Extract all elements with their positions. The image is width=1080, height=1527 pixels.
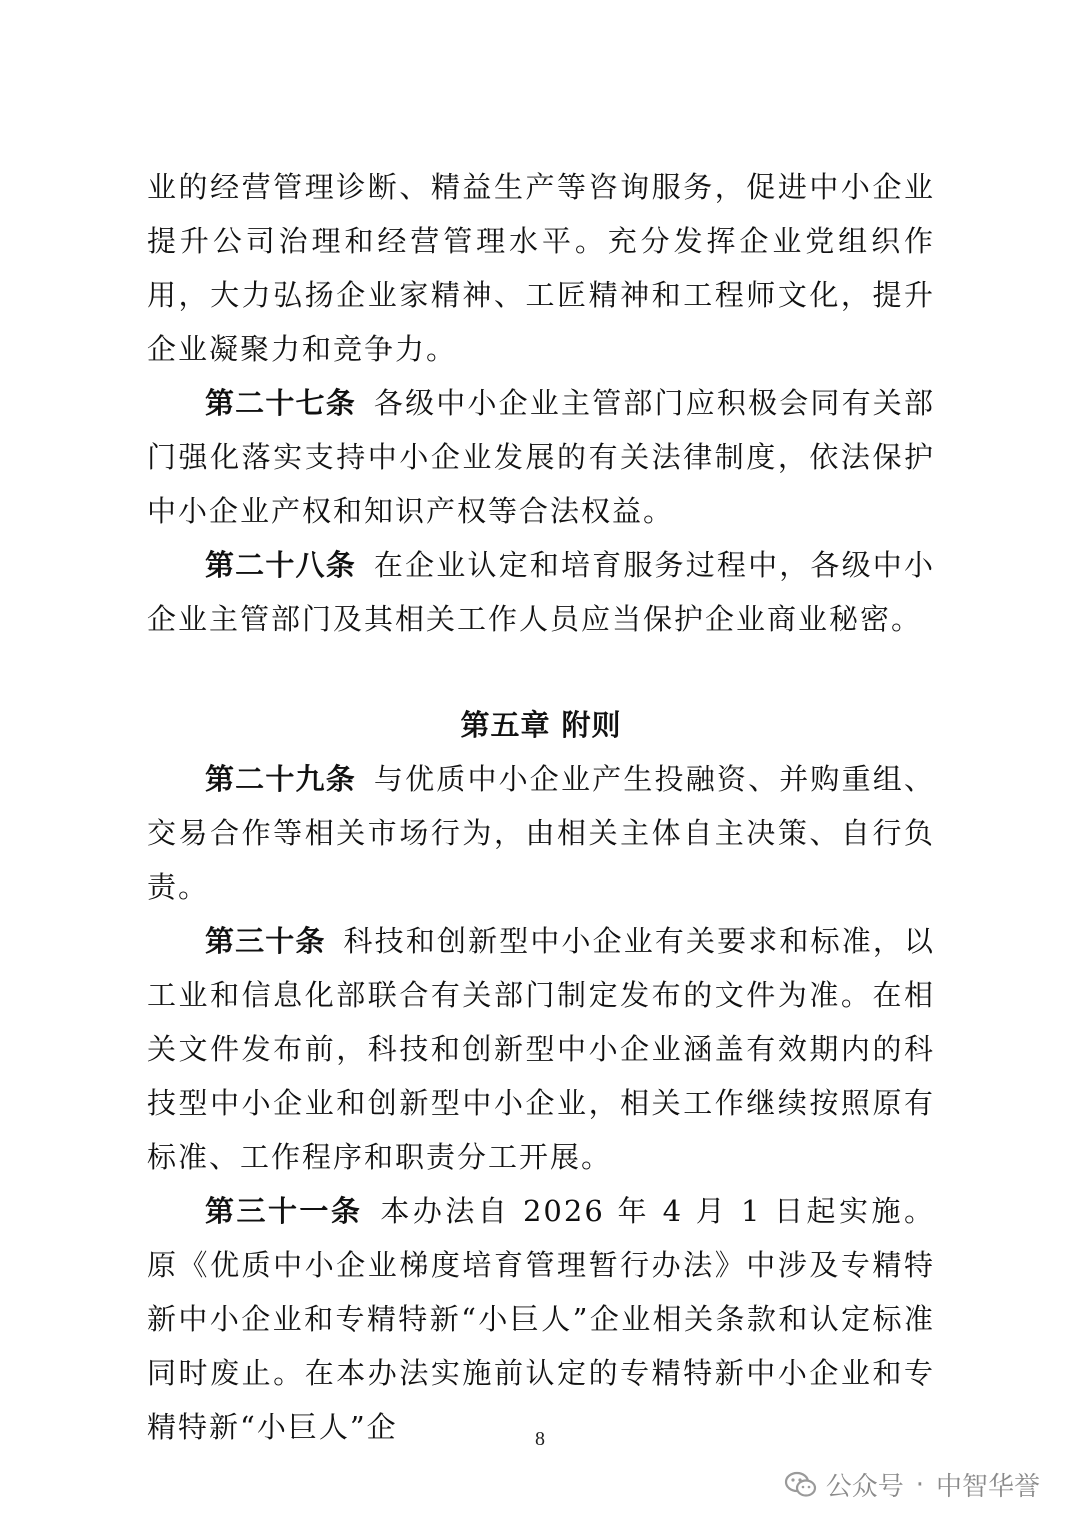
watermark-separator: ·	[915, 1469, 924, 1500]
watermark-account: 中智华誉	[935, 1472, 1040, 1502]
article-30	[147, 914, 935, 1184]
watermark-label: 公众号	[825, 1472, 904, 1502]
article-text: 本办法自 2026 年 4 月 1 日起实施。原《优质中小企业梯度培育管理暂行办法》中涉及专精特新中小企业和专精特新“小巨人”企业相关条款和认定标准同时废止。在本办法实施前认定的专精特新中小企业和专精特新“小巨人”企	[147, 1194, 935, 1444]
article-number: 第三十条	[205, 924, 326, 958]
article-text: 与优质中小企业产生投融资、并购重组、交易合作等相关市场行为，由相关主体自主决策、自行负责。	[147, 762, 935, 904]
article-29	[147, 752, 935, 914]
article-31	[147, 1184, 935, 1454]
wechat-watermark	[784, 1466, 1040, 1503]
article-text: 各级中小企业主管部门应积极会同有关部门强化落实支持中小企业发展的有关法律制度，依法保护中小企业产权和知识产权等合法权益。	[147, 386, 935, 528]
wechat-icon	[784, 1470, 818, 1500]
article-27	[147, 376, 935, 538]
page-number: 8	[535, 1428, 545, 1450]
article-28	[147, 538, 935, 646]
document-body	[147, 160, 935, 1454]
article-number: 第三十一条	[205, 1194, 363, 1228]
chapter-title: 第五章 附则	[460, 708, 622, 742]
article-text: 科技和创新型中小企业有关要求和标准，以工业和信息化部联合有关部门制定发布的文件为准。在相关文件发布前，科技和创新型中小企业涵盖有效期内的科技型中小企业和创新型中小企业，相关工作继续按照原有标准、工作程序和职责分工开展。	[147, 924, 935, 1174]
paragraph-text: 业的经营管理诊断、精益生产等咨询服务，促进中小企业提升公司治理和经营管理水平。充分发挥企业党组织作用，大力弘扬企业家精神、工匠精神和工程师文化，提升企业凝聚力和竞争力。	[147, 170, 935, 366]
article-number: 第二十九条	[205, 762, 356, 796]
article-text: 在企业认定和培育服务过程中，各级中小企业主管部门及其相关工作人员应当保护企业商业秘密。	[147, 548, 935, 636]
article-number: 第二十八条	[205, 548, 356, 582]
paragraph-continuation	[147, 160, 935, 376]
article-number: 第二十七条	[205, 386, 356, 420]
